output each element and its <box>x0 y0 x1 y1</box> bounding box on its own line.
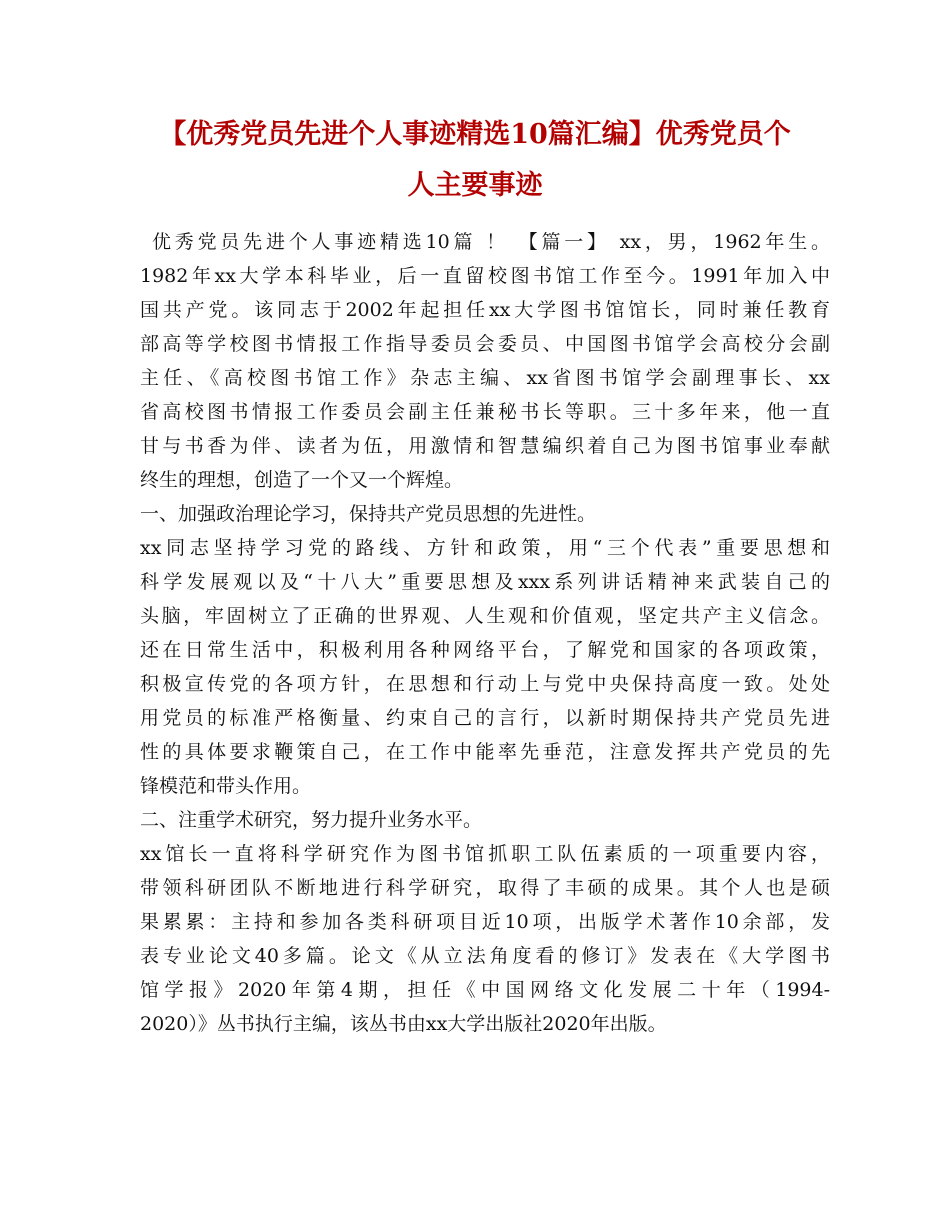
body-line: 国共产党。该同志于2002年起担任xx大学图书馆馆长，同时兼任教育 <box>140 299 830 321</box>
body-line: 果累累：主持和参加各类科研项目近10项，出版学术著作10余部，发 <box>140 911 830 933</box>
body-line: 积极宣传党的各项方针，在思想和行动上与党中央保持高度一致。处处 <box>140 673 830 695</box>
body-line: 头脑，牢固树立了正确的世界观、人生观和价值观，坚定共产主义信念。 <box>140 605 830 627</box>
body-line: 甘与书香为伴、读者为伍，用激情和智慧编织着自己为图书馆事业奉献 <box>140 435 830 457</box>
body-line: 优秀党员先进个人事迹精选10篇 ！ 【篇一】 xx，男，1962年生。 <box>152 231 830 253</box>
body-line: 性的具体要求鞭策自己，在工作中能率先垂范，注意发挥共产党员的先 <box>140 741 830 763</box>
body-line: 锋模范和带头作用。 <box>140 775 312 797</box>
body-line: 表专业论文40多篇。论文《从立法角度看的修订》发表在《大学图书 <box>140 945 830 967</box>
document-body <box>140 225 830 1041</box>
body-line: 馆学报》2020年第4期，担任《中国网络文化发展二十年（1994- <box>140 979 830 1001</box>
body-line: 2020）》丛书执行主编，该丛书由xx大学出版社2020年出版。 <box>140 1013 667 1035</box>
body-line: 带领科研团队不断地进行科学研究，取得了丰硕的成果。其个人也是硕 <box>140 877 830 899</box>
body-line: xx馆长一直将科学研究作为图书馆抓职工队伍素质的一项重要内容， <box>140 843 830 865</box>
body-line: 省高校图书情报工作委员会副主任兼秘书长等职。三十多年来，他一直 <box>140 401 830 423</box>
body-line: 主任、《高校图书馆工作》杂志主编、xx省图书馆学会副理事长、xx <box>140 367 830 389</box>
body-line: 用党员的标准严格衡量、约束自己的言行，以新时期保持共产党员先进 <box>140 707 830 729</box>
body-line: 部高等学校图书情报工作指导委员会委员、中国图书馆学会高校分会副 <box>140 333 830 355</box>
body-line: 1982年xx大学本科毕业，后一直留校图书馆工作至今。1991年加入中 <box>140 265 830 287</box>
body-line: 终生的理想，创造了一个又一个辉煌。 <box>140 469 464 491</box>
document-title <box>100 108 850 218</box>
title-line-2: 人主要事迹 <box>407 170 543 201</box>
body-line: 还在日常生活中，积极利用各种网络平台，了解党和国家的各项政策， <box>140 639 830 661</box>
title-line-1: 【优秀党员先进个人事迹精选10篇汇编】优秀党员个 <box>159 119 791 150</box>
body-line: xx同志坚持学习党的路线、方针和政策，用“三个代表”重要思想和 <box>140 537 830 559</box>
section-heading: 二、注重学术研究，努力提升业务水平。 <box>140 809 483 831</box>
body-line: 科学发展观以及“十八大”重要思想及xxx系列讲话精神来武装自己的 <box>140 571 830 593</box>
section-heading: 一、加强政治理论学习，保持共产党员思想的先进性。 <box>140 503 597 525</box>
